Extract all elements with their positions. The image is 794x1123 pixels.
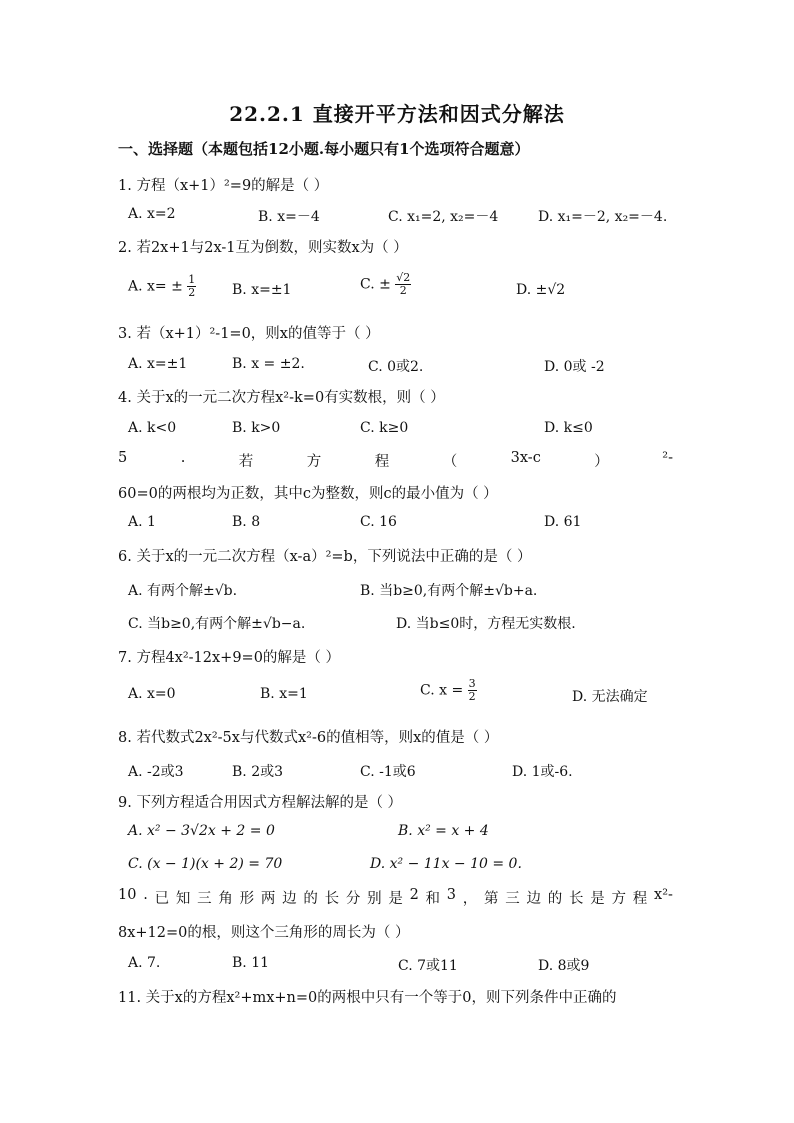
text-fragment: 三 bbox=[197, 891, 212, 907]
fraction-numerator: √2 bbox=[396, 271, 411, 284]
text-fragment: 的 bbox=[303, 891, 318, 907]
section-heading: 一、选择题（本题包括12小题.每小题只有1个选项符合题意） bbox=[118, 140, 530, 158]
question-5-option-a: A. 1 bbox=[128, 514, 156, 530]
question-4-option-d: D. k≤0 bbox=[544, 420, 593, 436]
text-fragment: 知 bbox=[175, 891, 191, 907]
question-1-stem: 1. 方程（x+1）²=9的解是（ ） bbox=[118, 178, 329, 194]
question-8-option-c: C. -1或6 bbox=[360, 764, 416, 780]
question-5-option-b: B. 8 bbox=[232, 514, 261, 530]
question-3-option-d: D. 0或 -2 bbox=[544, 359, 605, 375]
question-9-stem: 9. 下列方程适合用因式方程解法解的是（ ） bbox=[118, 795, 403, 811]
question-10-option-c: C. 7或11 bbox=[398, 958, 458, 974]
text-fragment: 边 bbox=[526, 891, 542, 907]
text-fragment: 程 bbox=[632, 891, 648, 907]
text-fragment: 第 bbox=[484, 891, 499, 907]
question-8-stem: 8. 若代数式2x²-5x与代数式x²-6的值相等，则x的值是（ ） bbox=[118, 730, 499, 746]
text-fragment: 长 bbox=[324, 891, 340, 907]
text-fragment: 分 bbox=[345, 891, 361, 907]
text-fragment: 长 bbox=[569, 891, 584, 907]
text-fragment: 程 bbox=[374, 454, 390, 470]
text-fragment: 已 bbox=[154, 891, 170, 907]
question-10-line-1 bbox=[118, 887, 673, 908]
question-1-option-a: A. x=2 bbox=[128, 206, 176, 222]
question-6-option-a: A. 有两个解±√b. bbox=[128, 583, 238, 599]
text-fragment: 和 bbox=[425, 891, 441, 907]
question-7-option-c bbox=[420, 678, 477, 703]
question-2-option-c-label: C. ± bbox=[360, 276, 391, 293]
question-10-option-d: D. 8或9 bbox=[538, 958, 590, 974]
question-9-option-a: A. x² − 3√2x + 2 = 0 bbox=[128, 823, 275, 839]
question-7-option-d: D. 无法确定 bbox=[572, 689, 648, 705]
text-fragment: 两 bbox=[260, 891, 276, 907]
text-fragment: 2 bbox=[409, 887, 419, 903]
question-3-option-c: C. 0或2. bbox=[368, 359, 424, 375]
question-3-stem: 3. 若（x+1）²-1=0，则x的值等于（ ） bbox=[118, 326, 380, 342]
question-2-option-c bbox=[360, 272, 411, 297]
question-8-option-a: A. -2或3 bbox=[128, 764, 184, 780]
text-fragment: 是 bbox=[388, 891, 403, 907]
question-5-line-1 bbox=[118, 450, 673, 471]
question-10-line-2: 8x+12=0的根，则这个三角形的周长为（ ） bbox=[118, 925, 410, 941]
question-1-option-c: C. x₁=2, x₂=－4 bbox=[388, 209, 499, 225]
text-fragment: . bbox=[143, 887, 148, 903]
text-fragment: 5 bbox=[118, 450, 128, 466]
text-fragment: 边 bbox=[282, 891, 297, 907]
question-7-option-b: B. x=1 bbox=[260, 686, 308, 702]
text-fragment: 是 bbox=[590, 891, 605, 907]
question-2-option-a-label: A. x= ± bbox=[128, 278, 183, 295]
text-fragment: （ bbox=[442, 454, 458, 470]
question-9-option-b: B. x² = x + 4 bbox=[398, 823, 489, 839]
question-9-option-d: D. x² − 11x − 10 = 0. bbox=[370, 856, 522, 872]
fraction-numerator: 1 bbox=[188, 273, 196, 286]
text-fragment: 三 bbox=[505, 891, 520, 907]
text-fragment: 的 bbox=[547, 891, 563, 907]
question-10-option-b: B. 11 bbox=[232, 955, 270, 971]
text-fragment: ²- bbox=[662, 450, 673, 466]
fraction-denominator: 2 bbox=[468, 690, 476, 703]
question-7-stem: 7. 方程4x²-12x+9=0的解是（ ） bbox=[118, 650, 341, 666]
question-7-option-a: A. x=0 bbox=[128, 686, 176, 702]
question-3-option-a: A. x=±1 bbox=[128, 356, 188, 372]
question-5-line-2: 60=0的两根均为正数，其中c为整数，则c的最小值为（ ） bbox=[118, 486, 498, 502]
question-8-option-b: B. 2或3 bbox=[232, 764, 284, 780]
question-3-option-b: B. x = ±2. bbox=[232, 356, 305, 372]
text-fragment: 3 bbox=[446, 887, 457, 903]
fraction-denominator: 2 bbox=[399, 284, 407, 297]
question-4-option-b: B. k>0 bbox=[232, 420, 281, 436]
text-fragment: x²- bbox=[654, 887, 673, 903]
question-8-option-d: D. 1或-6. bbox=[512, 764, 573, 780]
question-11-stem: 11. 关于x的方程x²+mx+n=0的两根中只有一个等于0，则下列条件中正确的 bbox=[118, 990, 617, 1006]
text-fragment: 形 bbox=[239, 891, 255, 907]
question-2-stem: 2. 若2x+1与2x-1互为倒数，则实数x为（ ） bbox=[118, 240, 408, 256]
text-fragment: . bbox=[180, 450, 186, 466]
question-4-option-a: A. k<0 bbox=[128, 420, 177, 436]
fraction bbox=[187, 274, 196, 299]
text-fragment: 10 bbox=[118, 887, 137, 903]
question-4-stem: 4. 关于x的一元二次方程x²-k=0有实数根，则（ ） bbox=[118, 390, 445, 406]
question-5-option-c: C. 16 bbox=[360, 514, 397, 530]
question-7-option-c-label: C. x = bbox=[420, 682, 464, 699]
question-1-option-b: B. x=－4 bbox=[258, 209, 320, 225]
question-2-option-a bbox=[128, 274, 196, 299]
text-fragment: 若 bbox=[238, 454, 254, 470]
question-4-option-c: C. k≥0 bbox=[360, 420, 409, 436]
question-6-option-d: D. 当b≤0时，方程无实数根. bbox=[396, 616, 576, 632]
question-9-option-c: C. (x − 1)(x + 2) = 70 bbox=[128, 856, 283, 872]
question-6-option-b: B. 当b≥0,有两个解±√b+a. bbox=[360, 583, 538, 599]
fraction bbox=[395, 272, 411, 297]
text-fragment: 3x-c bbox=[510, 450, 541, 466]
page-title: 22.2.1 直接开平方法和因式分解法 bbox=[229, 102, 565, 126]
text-fragment: 角 bbox=[218, 891, 233, 907]
question-5-option-d: D. 61 bbox=[544, 514, 582, 530]
fraction bbox=[468, 678, 477, 703]
fraction-numerator: 3 bbox=[468, 677, 476, 690]
question-2-option-d: D. ±√2 bbox=[516, 282, 566, 298]
fraction-denominator: 2 bbox=[188, 286, 196, 299]
question-2-option-b: B. x=±1 bbox=[232, 282, 292, 298]
text-fragment: 方 bbox=[611, 891, 627, 907]
question-1-option-d: D. x₁=－2, x₂=－4. bbox=[538, 209, 668, 225]
text-fragment: 方 bbox=[306, 454, 322, 470]
question-6-option-c: C. 当b≥0,有两个解±√b−a. bbox=[128, 616, 306, 632]
question-6-stem: 6. 关于x的一元二次方程（x-a）²=b，下列说法中正确的是（ ） bbox=[118, 549, 532, 565]
text-fragment: ， bbox=[462, 891, 478, 907]
text-fragment: ） bbox=[594, 454, 609, 470]
question-10-option-a: A. 7. bbox=[128, 955, 161, 971]
text-fragment: 别 bbox=[367, 891, 382, 907]
